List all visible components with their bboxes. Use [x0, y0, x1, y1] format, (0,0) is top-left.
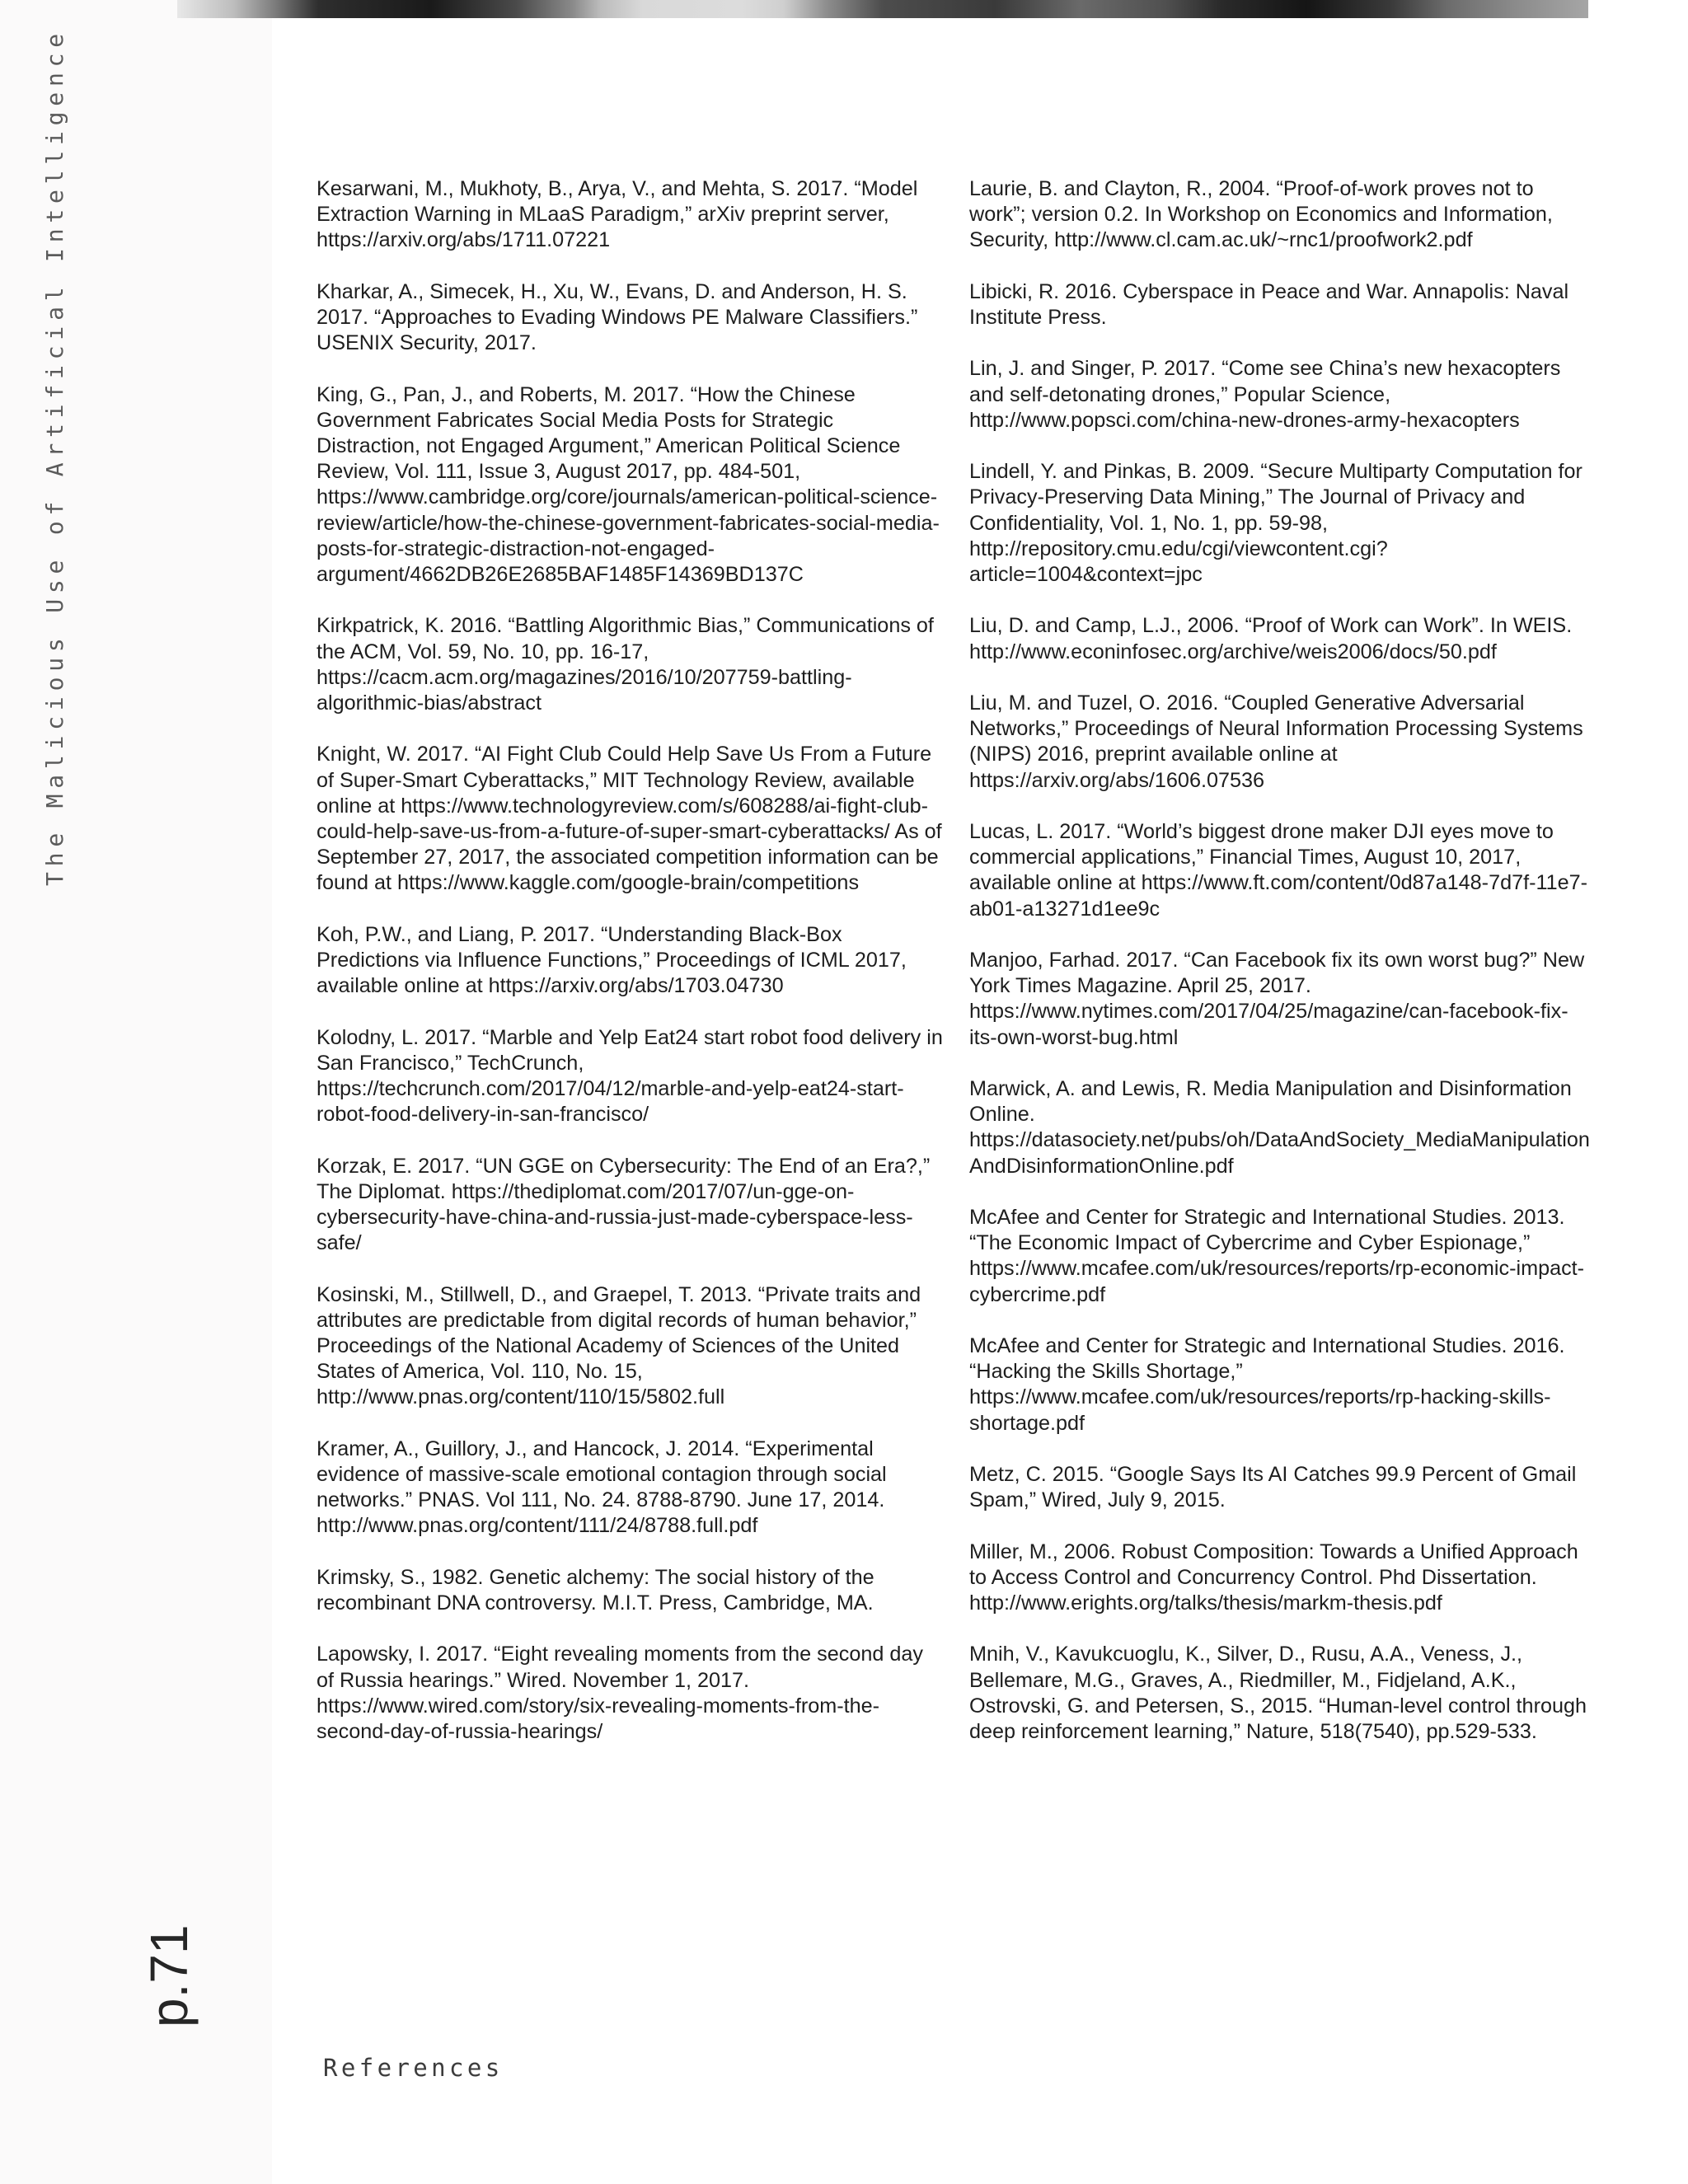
reference-entry: Kramer, A., Guillory, J., and Hancock, J. 2014. “Experimental evidence of massive-scale emotional contagion through social networks.” PNAS. Vol 111, No. 24. 8788-8790. June 17, 2014. http://www.pnas.org/content/111/24/8788.full.pdf — [316, 1436, 887, 1538]
page-number: p.71 — [139, 1924, 199, 2027]
reference-entry: Lindell, Y. and Pinkas, B. 2009. “Secure Multiparty Computation for Privacy-Preserving Data Mining,” The Journal of Privacy and Confidentiality, Vol. 1, No. 1, pp. 59-98, http://repository.cmu.edu/cgi/viewcontent.cgi?article=1004&context=jpc — [969, 460, 1582, 586]
reference-entry: Liu, D. and Camp, L.J., 2006. “Proof of Work can Work”. In WEIS. http://www.econinfosec.org/archive/weis2006/docs/50.pdf — [969, 614, 1573, 663]
reference-entry: Lapowsky, I. 2017. “Eight revealing moments from the second day of Russia hearings.” Wired. November 1, 2017. https://www.wired.com/story/six-revealing-moments-from-the-second-day-of-russia-hearings/ — [316, 1643, 923, 1744]
reference-entry: Manjoo, Farhad. 2017. “Can Facebook fix its own worst bug?” New York Times Magazine. April 25, 2017. https://www.nytimes.com/2017/04/25/magazine/can-facebook-fix-its-own-worst-bug.html — [969, 948, 1585, 1049]
running-title: The Malicious Use of Artificial Intelligence — [41, 28, 68, 886]
reference-entry: McAfee and Center for Strategic and International Studies. 2013. “The Economic Impact of Cybercrime and Cyber Espionage,” https://www.mcafee.com/uk/resources/reports/rp-economic-impact-cybercrime.pdf — [969, 1205, 1585, 1306]
reference-entry: Lucas, L. 2017. “World’s biggest drone maker DJI eyes move to commercial applications,” Financial Times, August 10, 2017, available online at https://www.ft.com/content/0d87a148-7d7f-11e7-ab01-a13271d1ee9c — [969, 819, 1588, 921]
references-right-column — [969, 176, 1596, 1770]
reference-entry: Kosinski, M., Stillwell, D., and Graepel, T. 2013. “Private traits and attributes are predictable from digital records of human behavior,” Proceedings of the National Academy of Sciences of the United States of America, Vol. 110, No. 15, http://www.pnas.org/content/110/15/5802.full — [316, 1282, 921, 1409]
reference-entry: Libicki, R. 2016. Cyberspace in Peace and War. Annapolis: Naval Institute Press. — [969, 279, 1569, 329]
reference-entry: Metz, C. 2015. “Google Says Its AI Catches 99.9 Percent of Gmail Spam,” Wired, July 9, 2015. — [969, 1462, 1577, 1512]
reference-entry: McAfee and Center for Strategic and International Studies. 2016. “Hacking the Skills Shortage,” https://www.mcafee.com/uk/resources/reports/rp-hacking-skills-shortage.pdf — [969, 1333, 1565, 1435]
references-left-column — [316, 176, 943, 1770]
reference-entry: Miller, M., 2006. Robust Composition: Towards a Unified Approach to Access Control and Concurrency Control. Phd Dissertation. http://www.erights.org/talks/thesis/markm-thesis.pdf — [969, 1540, 1578, 1615]
reference-entry: Liu, M. and Tuzel, O. 2016. “Coupled Generative Adversarial Networks,” Proceedings of Neural Information Processing Systems (NIPS) 2016, preprint available online at https://arxiv.org/abs/1606.07536 — [969, 691, 1583, 792]
reference-entry: Krimsky, S., 1982. Genetic alchemy: The social history of the recombinant DNA controversy. M.I.T. Press, Cambridge, MA. — [316, 1565, 874, 1615]
reference-entry: Knight, W. 2017. “AI Fight Club Could Help Save Us From a Future of Super-Smart Cyberattacks,” MIT Technology Review, available online at https://www.technologyreview.com/s/608288/ai-fight-club-could-help-save-us-from-a-future-of-super-smart-cyberattacks/ As of September 27, 2017, the associated competition information can be found at https://www.kaggle.com/google-brain/competitions — [316, 743, 942, 895]
reference-entry: Korzak, E. 2017. “UN GGE on Cybersecurity: The End of an Era?,” The Diplomat. https://thediplomat.com/2017/07/un-gge-on-cybersecurity-have-china-and-russia-just-made-cyberspace-less-safe/ — [316, 1154, 931, 1255]
reference-entry: Lin, J. and Singer, P. 2017. “Come see China’s new hexacopters and self-detonating drones,” Popular Science, http://www.popsci.com/china-new-drones-army-hexacopters — [969, 357, 1561, 432]
reference-entry: Laurie, B. and Clayton, R., 2004. “Proof-of-work proves not to work”; version 0.2. In Workshop on Economics and Information, Security, http://www.cl.cam.ac.uk/~rnc1/proofwork2.pdf — [969, 177, 1553, 252]
reference-entry: Kharkar, A., Simecek, H., Xu, W., Evans, D. and Anderson, H. S. 2017. “Approaches to Evading Windows PE Malware Classifiers.” USENIX Security, 2017. — [316, 279, 918, 355]
reference-entry: Kesarwani, M., Mukhoty, B., Arya, V., and Mehta, S. 2017. “Model Extraction Warning in MLaaS Paradigm,” arXiv preprint server, https://arxiv.org/abs/1711.07221 — [316, 177, 918, 252]
reference-entry: Kirkpatrick, K. 2016. “Battling Algorithmic Bias,” Communications of the ACM, Vol. 59, No. 10, pp. 16-17, https://cacm.acm.org/magazines/2016/10/207759-battling-algorithmic-bias/abstract — [316, 614, 934, 715]
reference-entry: Kolodny, L. 2017. “Marble and Yelp Eat24 start robot food delivery in San Francisco,” TechCrunch, https://techcrunch.com/2017/04/12/marble-and-yelp-eat24-start-robot-food-delivery-in-san-francisco/ — [316, 1025, 943, 1127]
reference-entry: Mnih, V., Kavukcuoglu, K., Silver, D., Rusu, A.A., Veness, J., Bellemare, M.G., Graves, A., Riedmiller, M., Fidjeland, A.K., Ostrovski, G. and Petersen, S., 2015. “Human-level control through deep reinforcement learning,” Nature, 518(7540), pp.529-533. — [969, 1643, 1587, 1743]
reference-entry: Marwick, A. and Lewis, R. Media Manipulation and Disinformation Online. https://datasociety.net/pubs/oh/DataAndSociety_MediaManipulationAndDisinformationOnline.pdf — [969, 1076, 1590, 1178]
reference-entry: Koh, P.W., and Liang, P. 2017. “Understanding Black-Box Predictions via Influence Functions,” Proceedings of ICML 2017, available online at https://arxiv.org/abs/1703.04730 — [316, 922, 907, 998]
decorative-gradient-band — [177, 0, 1588, 18]
section-label: References — [323, 2054, 504, 2082]
reference-entry: King, G., Pan, J., and Roberts, M. 2017. “How the Chinese Government Fabricates Social Media Posts for Strategic Distraction, not Engaged Argument,” American Political Science Review, Vol. 111, Issue 3, August 2017, pp. 484-501, https://www.cambridge.org/core/journals/american-political-science-review/article/how-the-chinese-government-fabricates-social-media-posts-for-strategic-distraction-not-engaged-argument/4662DB26E2685BAF1485F14369BD137C — [316, 382, 940, 587]
